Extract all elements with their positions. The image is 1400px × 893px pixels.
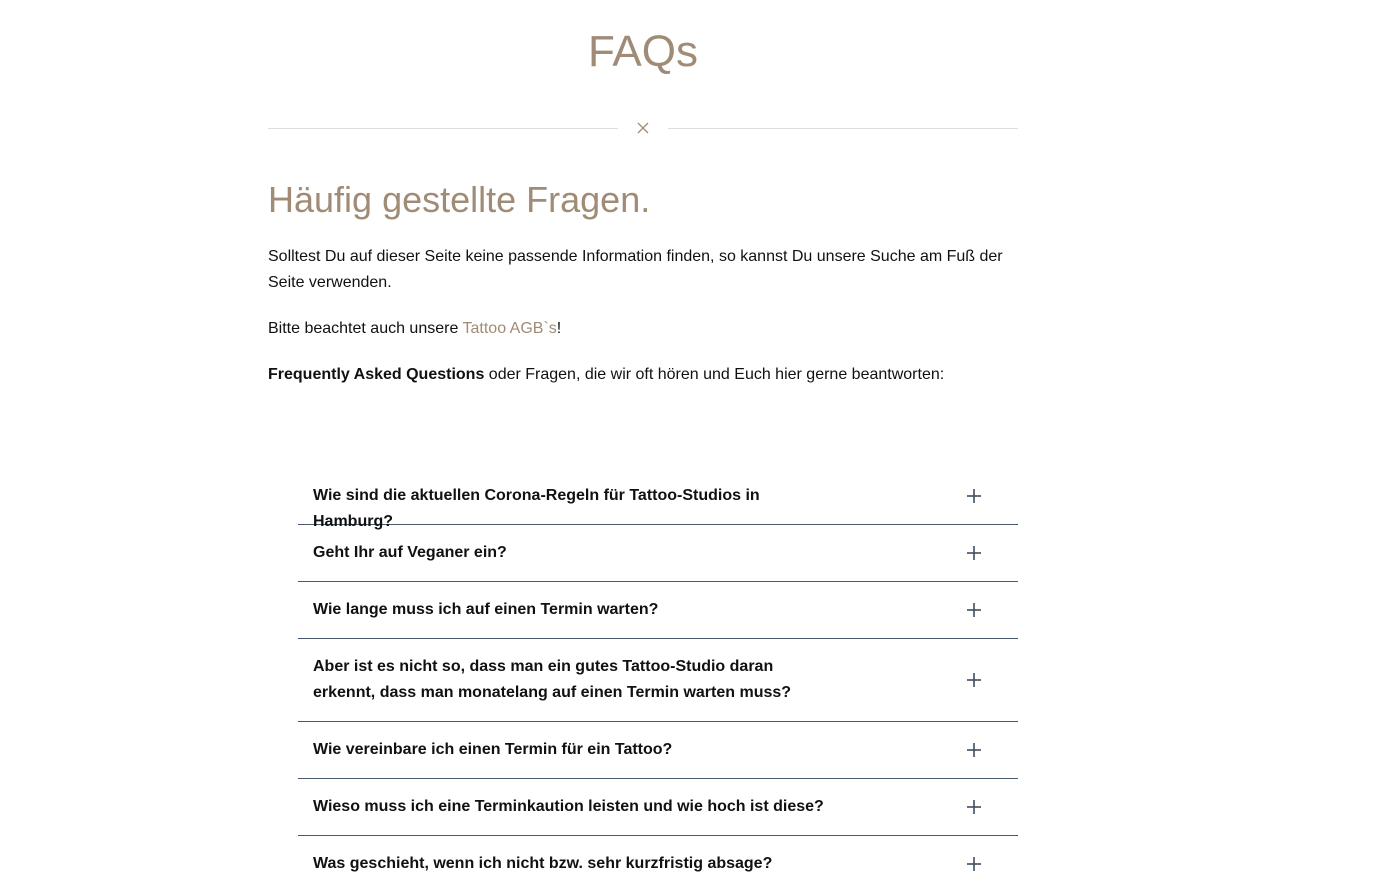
- faq-question: Geht Ihr auf Veganer ein?: [313, 544, 507, 561]
- faq-lead-rest: oder Fragen, die wir oft hören und Euch hier gerne beantworten:: [484, 366, 945, 383]
- faq-lead-text: [268, 362, 944, 388]
- plus-icon[interactable]: [966, 799, 982, 815]
- tattoo-agb-link[interactable]: Tattoo AGB`s: [462, 320, 557, 337]
- faq-item-appointment[interactable]: [298, 722, 1018, 779]
- plus-icon[interactable]: [966, 672, 982, 688]
- plus-icon[interactable]: [966, 488, 982, 504]
- plus-icon[interactable]: [966, 545, 982, 561]
- faq-question: Wie lange muss ich auf einen Termin warten?: [313, 601, 659, 618]
- faq-question: Wieso muss ich eine Terminkaution leisten und wie hoch ist diese?: [313, 798, 824, 815]
- section-heading: Häufig gestellte Fragen.: [268, 179, 651, 220]
- plus-icon[interactable]: [966, 856, 982, 872]
- agb-note-prefix: Bitte beachtet auch unsere: [268, 320, 463, 337]
- title-divider: [268, 118, 1018, 138]
- faq-question: Wie vereinbare ich einen Termin für ein Tattoo?: [313, 741, 673, 758]
- agb-note: [268, 316, 561, 342]
- close-icon: [636, 121, 650, 135]
- faq-accordion: [298, 468, 1018, 893]
- faq-item-wait-time[interactable]: [298, 582, 1018, 639]
- divider-line-left: [268, 128, 618, 129]
- plus-icon[interactable]: [966, 602, 982, 618]
- faq-item-good-studio[interactable]: [298, 639, 1018, 722]
- plus-icon[interactable]: [966, 742, 982, 758]
- faq-question: Aber ist es nicht so, dass man ein gutes Tattoo-Studio daran erkennt, dass man monatelang auf einen Termin warten muss?: [313, 658, 792, 701]
- faq-item-deposit[interactable]: [298, 779, 1018, 836]
- agb-note-suffix: !: [556, 320, 562, 337]
- faq-item-corona-rules[interactable]: [298, 468, 1018, 530]
- faq-item-cancellation[interactable]: [298, 836, 1018, 893]
- faq-item-vegan[interactable]: [298, 525, 1018, 582]
- faq-question: Was geschieht, wenn ich nicht bzw. sehr kurzfristig absage?: [313, 855, 773, 872]
- intro-text: Solltest Du auf dieser Seite keine passende Information finden, so kannst Du unsere Suche am Fuß der Seite verwenden.: [268, 248, 1003, 291]
- page-title: FAQs: [587, 27, 699, 76]
- faq-lead-bold: Frequently Asked Questions: [268, 366, 485, 383]
- divider-line-right: [668, 128, 1018, 129]
- faq-question: Wie sind die aktuellen Corona-Regeln für Tattoo-Studios in Hamburg?: [313, 487, 760, 530]
